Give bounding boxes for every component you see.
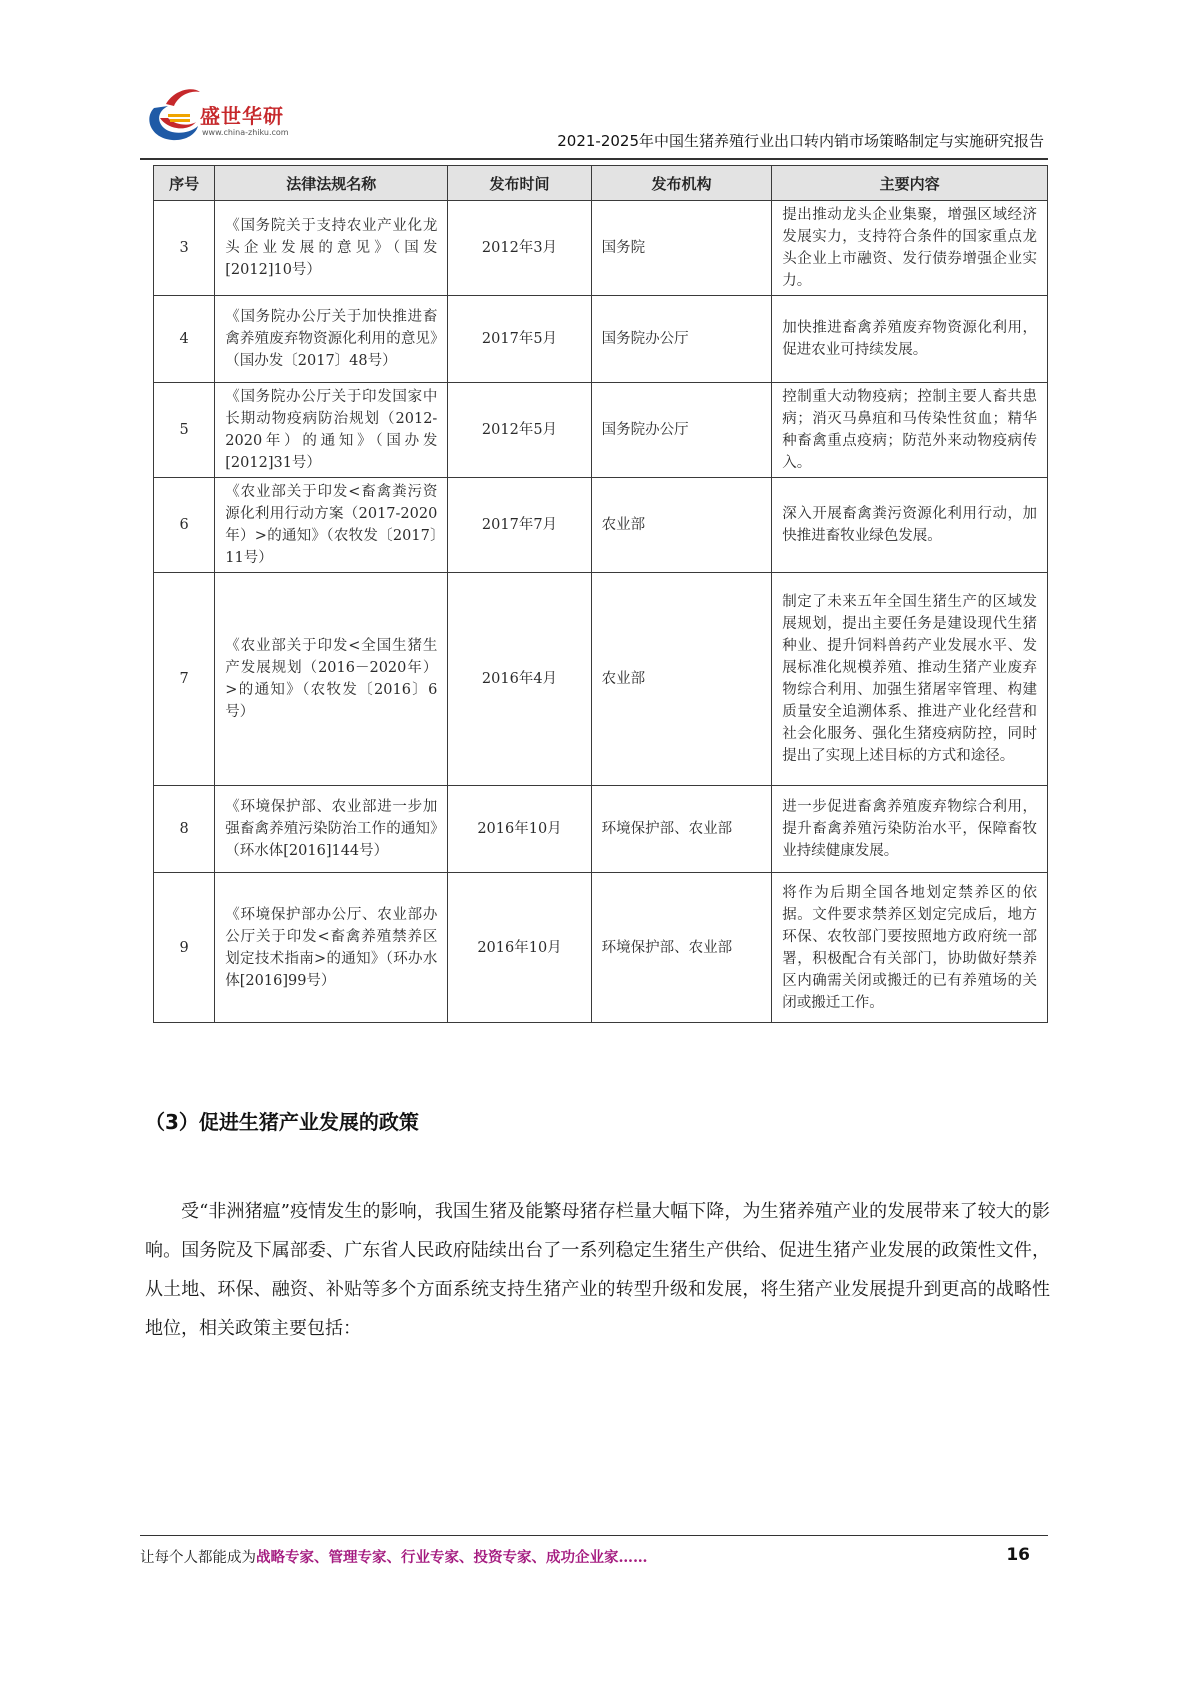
table-row [154, 201, 1048, 296]
law-name: 《农业部关于印发<畜禽粪污资源化利用行动方案（2017-2020年）>的通知》（农牧发〔2017〕11号） [215, 478, 448, 573]
header-divider [140, 158, 1048, 160]
row-number: 3 [154, 201, 215, 296]
publish-date: 2016年10月 [448, 873, 591, 1023]
main-content: 深入开展畜禽粪污资源化利用行动，加快推进畜牧业绿色发展。 [772, 478, 1048, 573]
publish-date: 2017年7月 [448, 478, 591, 573]
law-name: 《农业部关于印发<全国生猪生产发展规划（2016－2020年）>的通知》（农牧发〔2016〕6号） [215, 573, 448, 786]
col-header-org: 发布机构 [591, 166, 772, 201]
publisher: 环境保护部、农业部 [591, 786, 772, 873]
footer-divider [140, 1535, 1048, 1536]
publish-date: 2016年10月 [448, 786, 591, 873]
main-content: 控制重大动物疫病；控制主要人畜共患病；消灭马鼻疽和马传染性贫血；精华种畜禽重点疫病；防范外来动物疫病传入。 [772, 383, 1048, 478]
document-title: 2021-2025年中国生猪养殖行业出口转内销市场策略制定与实施研究报告 [557, 132, 1044, 150]
row-number: 7 [154, 573, 215, 786]
law-name: 《环境保护部办公厅、农业部办公厅关于印发<畜禽养殖禁养区划定技术指南>的通知》（环办水体[2016]99号） [215, 873, 448, 1023]
main-content: 将作为后期全国各地划定禁养区的依据。文件要求禁养区划定完成后，地方环保、农牧部门要按照地方政府统一部署，积极配合有关部门，协助做好禁养区内确需关闭或搬迁的已有养殖场的关闭或搬迁工作。 [772, 873, 1048, 1023]
main-content: 制定了未来五年全国生猪生产的区域发展规划，提出主要任务是建设现代生猪种业、提升饲料兽药产业发展水平、发展标准化规模养殖、推动生猪产业废弃物综合利用、加强生猪屠宰管理、构建质量安全追溯体系、推进产业化经营和社会化服务、强化生猪疫病防控，同时提出了实现上述目标的方式和途径。 [772, 573, 1048, 786]
laws-table [153, 165, 1048, 1023]
table-row [154, 786, 1048, 873]
law-name: 《国务院办公厅关于印发国家中长期动物疫病防治规划（2012-2020年）的通知》（国办发[2012]31号） [215, 383, 448, 478]
body-paragraph: 受“非洲猪瘟”疫情发生的影响，我国生猪及能繁母猪存栏量大幅下降，为生猪养殖产业的发展带来了较大的影响。国务院及下属部委、广东省人民政府陆续出台了一系列稳定生猪生产供给、促进生猪产业发展的政策性文件，从土地、环保、融资、补贴等多个方面系统支持生猪产业的转型升级和发展，将生猪产业发展提升到更高的战略性地位，相关政策主要包括： [145, 1201, 1050, 1339]
row-number: 4 [154, 296, 215, 383]
row-number: 9 [154, 873, 215, 1023]
publisher: 农业部 [591, 478, 772, 573]
publish-date: 2016年4月 [448, 573, 591, 786]
page-number: 16 [1006, 1545, 1030, 1565]
page-header [140, 78, 1048, 158]
col-header-no: 序号 [154, 166, 215, 201]
row-number: 5 [154, 383, 215, 478]
table-header-row [154, 166, 1048, 201]
logo [140, 78, 310, 148]
col-header-name: 法律法规名称 [215, 166, 448, 201]
logo-text: 盛世华研 [200, 104, 284, 128]
publish-date: 2012年3月 [448, 201, 591, 296]
row-number: 6 [154, 478, 215, 573]
col-header-content: 主要内容 [772, 166, 1048, 201]
section-heading: （3）促进生猪产业发展的政策 [145, 1110, 419, 1134]
publisher: 国务院 [591, 201, 772, 296]
logo-url: www.china-zhiku.com [202, 128, 289, 137]
main-content: 进一步促进畜禽养殖废弃物综合利用，提升畜禽养殖污染防治水平，保障畜牧业持续健康发展。 [772, 786, 1048, 873]
table-row [154, 296, 1048, 383]
law-name: 《国务院关于支持农业产业化龙头企业发展的意见》（国发[2012]10号） [215, 201, 448, 296]
footer-slogan-prefix: 让每个人都能成为 [140, 1550, 256, 1566]
table-row [154, 573, 1048, 786]
main-content: 加快推进畜禽养殖废弃物资源化利用，促进农业可持续发展。 [772, 296, 1048, 383]
row-number: 8 [154, 786, 215, 873]
publisher: 环境保护部、农业部 [591, 873, 772, 1023]
law-name: 《环境保护部、农业部进一步加强畜禽养殖污染防治工作的通知》（环水体[2016]144号） [215, 786, 448, 873]
table-row [154, 478, 1048, 573]
publisher: 国务院办公厅 [591, 383, 772, 478]
law-name: 《国务院办公厅关于加快推进畜禽养殖废弃物资源化利用的意见》（国办发〔2017〕48号） [215, 296, 448, 383]
page-footer [140, 1546, 1048, 1570]
footer-slogan-roles: 战略专家、管理专家、行业专家、投资专家、成功企业家…… [256, 1549, 648, 1566]
col-header-date: 发布时间 [448, 166, 591, 201]
publisher: 国务院办公厅 [591, 296, 772, 383]
table-row [154, 383, 1048, 478]
main-content: 提出推动龙头企业集聚，增强区域经济发展实力，支持符合条件的国家重点龙头企业上市融资、发行债券增强企业实力。 [772, 201, 1048, 296]
publish-date: 2012年5月 [448, 383, 591, 478]
table-row [154, 873, 1048, 1023]
publisher: 农业部 [591, 573, 772, 786]
publish-date: 2017年5月 [448, 296, 591, 383]
